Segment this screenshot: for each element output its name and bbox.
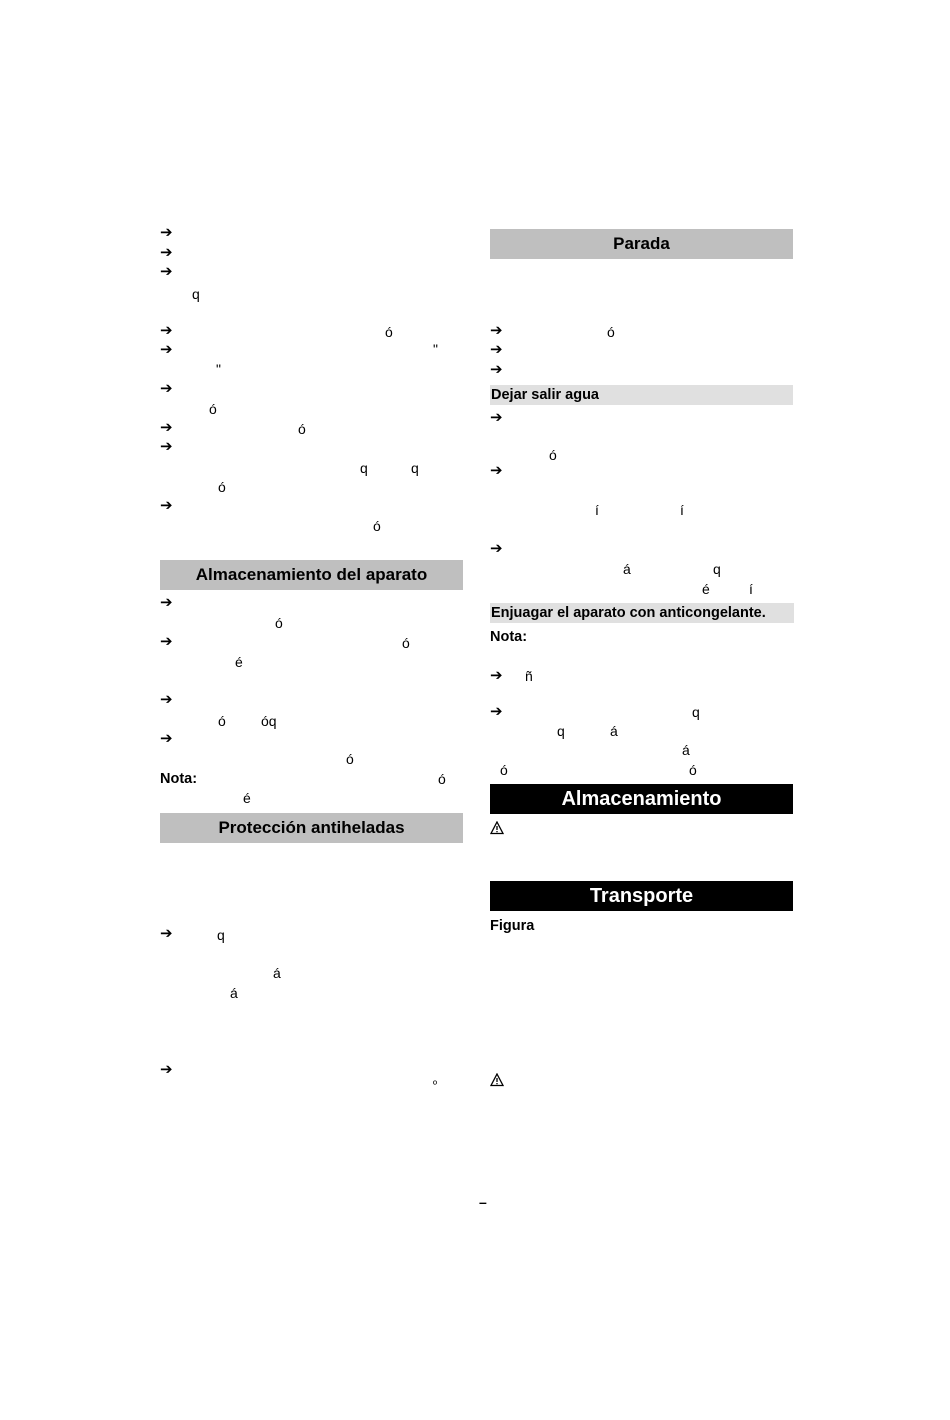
page-footer-dash: –	[479, 1194, 487, 1210]
arrow-bullet-icon: ➔	[490, 361, 503, 378]
text-fragment: q	[411, 460, 419, 476]
arrow-bullet-icon: ➔	[160, 1061, 173, 1078]
text-fragment: é	[243, 790, 251, 806]
text-fragment: á	[610, 723, 618, 739]
text-fragment: ó	[218, 479, 226, 495]
text-fragment: í	[680, 502, 684, 518]
text-fragment: ó	[402, 635, 410, 651]
arrow-bullet-icon: ➔	[160, 633, 173, 650]
heading-dejar-salir-agua: Dejar salir agua	[490, 385, 793, 405]
arrow-bullet-icon: ➔	[160, 244, 173, 261]
text-fragment: ó	[373, 518, 381, 534]
heading-parada: Parada	[490, 229, 793, 259]
arrow-bullet-icon: ➔	[160, 263, 173, 280]
heading-almacenamiento-del-aparato: Almacenamiento del aparato	[160, 560, 463, 590]
heading-transporte: Transporte	[490, 881, 793, 911]
text-fragment: q	[360, 460, 368, 476]
text-fragment: "	[433, 341, 438, 357]
text-fragment: q	[192, 286, 200, 302]
text-fragment: q	[557, 723, 565, 739]
text-fragment: ó	[346, 751, 354, 767]
arrow-bullet-icon: ➔	[160, 341, 173, 358]
arrow-bullet-icon: ➔	[160, 438, 173, 455]
text-fragment: ó	[438, 771, 446, 787]
heading-almacenamiento: Almacenamiento	[490, 784, 793, 814]
text-fragment: í	[595, 502, 599, 518]
warning-triangle-icon	[490, 821, 504, 835]
arrow-bullet-icon: ➔	[160, 925, 173, 942]
arrow-bullet-icon: ➔	[160, 380, 173, 397]
nota-label: Nota:	[160, 771, 198, 787]
text-fragment: ó	[385, 324, 393, 340]
text-fragment: é	[235, 654, 243, 670]
arrow-bullet-icon: ➔	[490, 341, 503, 358]
arrow-bullet-icon: ➔	[490, 540, 503, 557]
text-fragment: á	[273, 965, 281, 981]
text-fragment: é	[702, 581, 710, 597]
arrow-bullet-icon: ➔	[160, 419, 173, 436]
text-fragment: º	[433, 1079, 438, 1091]
heading-enjuagar-anticongelante: Enjuagar el aparato con anticongelante.	[490, 603, 794, 623]
arrow-bullet-icon: ➔	[160, 730, 173, 747]
arrow-bullet-icon: ➔	[490, 322, 503, 339]
text-fragment: ó	[689, 762, 697, 778]
arrow-bullet-icon: ➔	[490, 462, 503, 479]
arrow-bullet-icon: ➔	[160, 594, 173, 611]
arrow-bullet-icon: ➔	[490, 667, 503, 684]
arrow-bullet-icon: ➔	[490, 409, 503, 426]
text-fragment: q	[713, 561, 721, 577]
text-fragment: ó	[500, 762, 508, 778]
arrow-bullet-icon: ➔	[160, 691, 173, 708]
arrow-bullet-icon: ➔	[160, 224, 173, 241]
text-fragment: óq	[261, 713, 277, 729]
text-fragment: "	[216, 361, 221, 377]
heading-proteccion-antiheladas: Protección antiheladas	[160, 813, 463, 843]
text-fragment: ó	[209, 401, 217, 417]
text-fragment: q	[217, 927, 225, 943]
warning-triangle-icon	[490, 1073, 504, 1087]
arrow-bullet-icon: ➔	[160, 322, 173, 339]
text-fragment: ó	[275, 615, 283, 631]
text-fragment: ó	[298, 421, 306, 437]
text-fragment: q	[692, 704, 700, 720]
text-fragment: á	[682, 742, 690, 758]
arrow-bullet-icon: ➔	[160, 497, 173, 514]
text-fragment: ñ	[525, 668, 533, 684]
text-fragment: á	[623, 561, 631, 577]
text-fragment: á	[230, 985, 238, 1001]
text-fragment: ó	[218, 713, 226, 729]
text-fragment: í	[749, 581, 753, 597]
text-fragment: ó	[607, 324, 615, 340]
arrow-bullet-icon: ➔	[490, 703, 503, 720]
nota-label: Nota:	[490, 629, 528, 645]
text-fragment: ó	[549, 447, 557, 463]
figura-label: Figura	[490, 918, 535, 934]
